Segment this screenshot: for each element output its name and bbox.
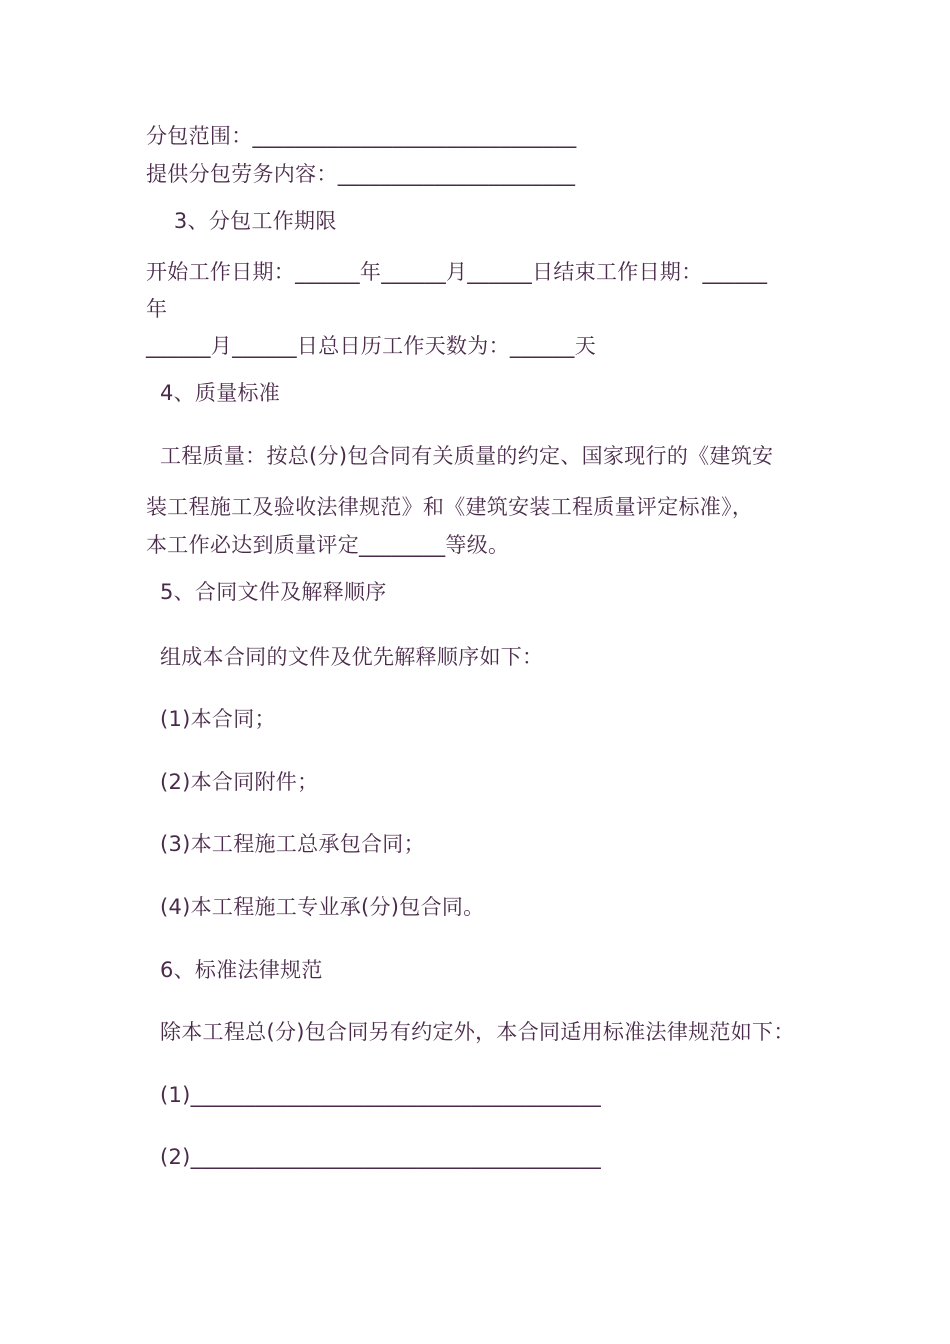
standards-intro: 除本工程总(分)包合同另有约定外，本合同适用标准法律规范如下： [146, 1020, 795, 1044]
section-heading-contract-documents: 5、合同文件及解释顺序 [146, 580, 387, 604]
date-line-wrap: 年 [146, 297, 168, 321]
documents-intro: 组成本合同的文件及优先解释顺序如下： [146, 645, 544, 669]
document-item-2: (2)本合同附件； [146, 770, 319, 794]
standard-item-1: (1)______________________________________ [146, 1083, 601, 1107]
section-heading-quality: 4、质量标准 [146, 381, 281, 405]
start-end-date-line: 开始工作日期：______年______月______日结束工作日期：______ [146, 260, 768, 284]
document-item-4: (4)本工程施工专业承(分)包合同。 [146, 895, 485, 919]
section-heading-standards: 6、标准法律规范 [146, 958, 323, 982]
total-days-line: ______月______日总日历工作天数为：______天 [146, 334, 596, 358]
document-item-1: (1)本合同； [146, 707, 276, 731]
quality-paragraph-line-3: 本工作必达到质量评定________等级。 [146, 533, 510, 557]
standard-item-2: (2)______________________________________ [146, 1145, 601, 1169]
quality-paragraph-line-1: 工程质量：按总(分)包合同有关质量的约定、国家现行的《建筑安 [146, 444, 774, 468]
document-item-3: (3)本工程施工总承包合同； [146, 832, 425, 856]
labor-content-line: 提供分包劳务内容：______________________ [146, 162, 576, 186]
quality-paragraph-line-2: 装工程施工及验收法律规范》和《建筑安装工程质量评定标准》， [146, 495, 754, 519]
subcontract-scope-line: 分包范围：______________________________ [146, 124, 577, 148]
section-heading-work-period: 3、分包工作期限 [146, 209, 337, 233]
